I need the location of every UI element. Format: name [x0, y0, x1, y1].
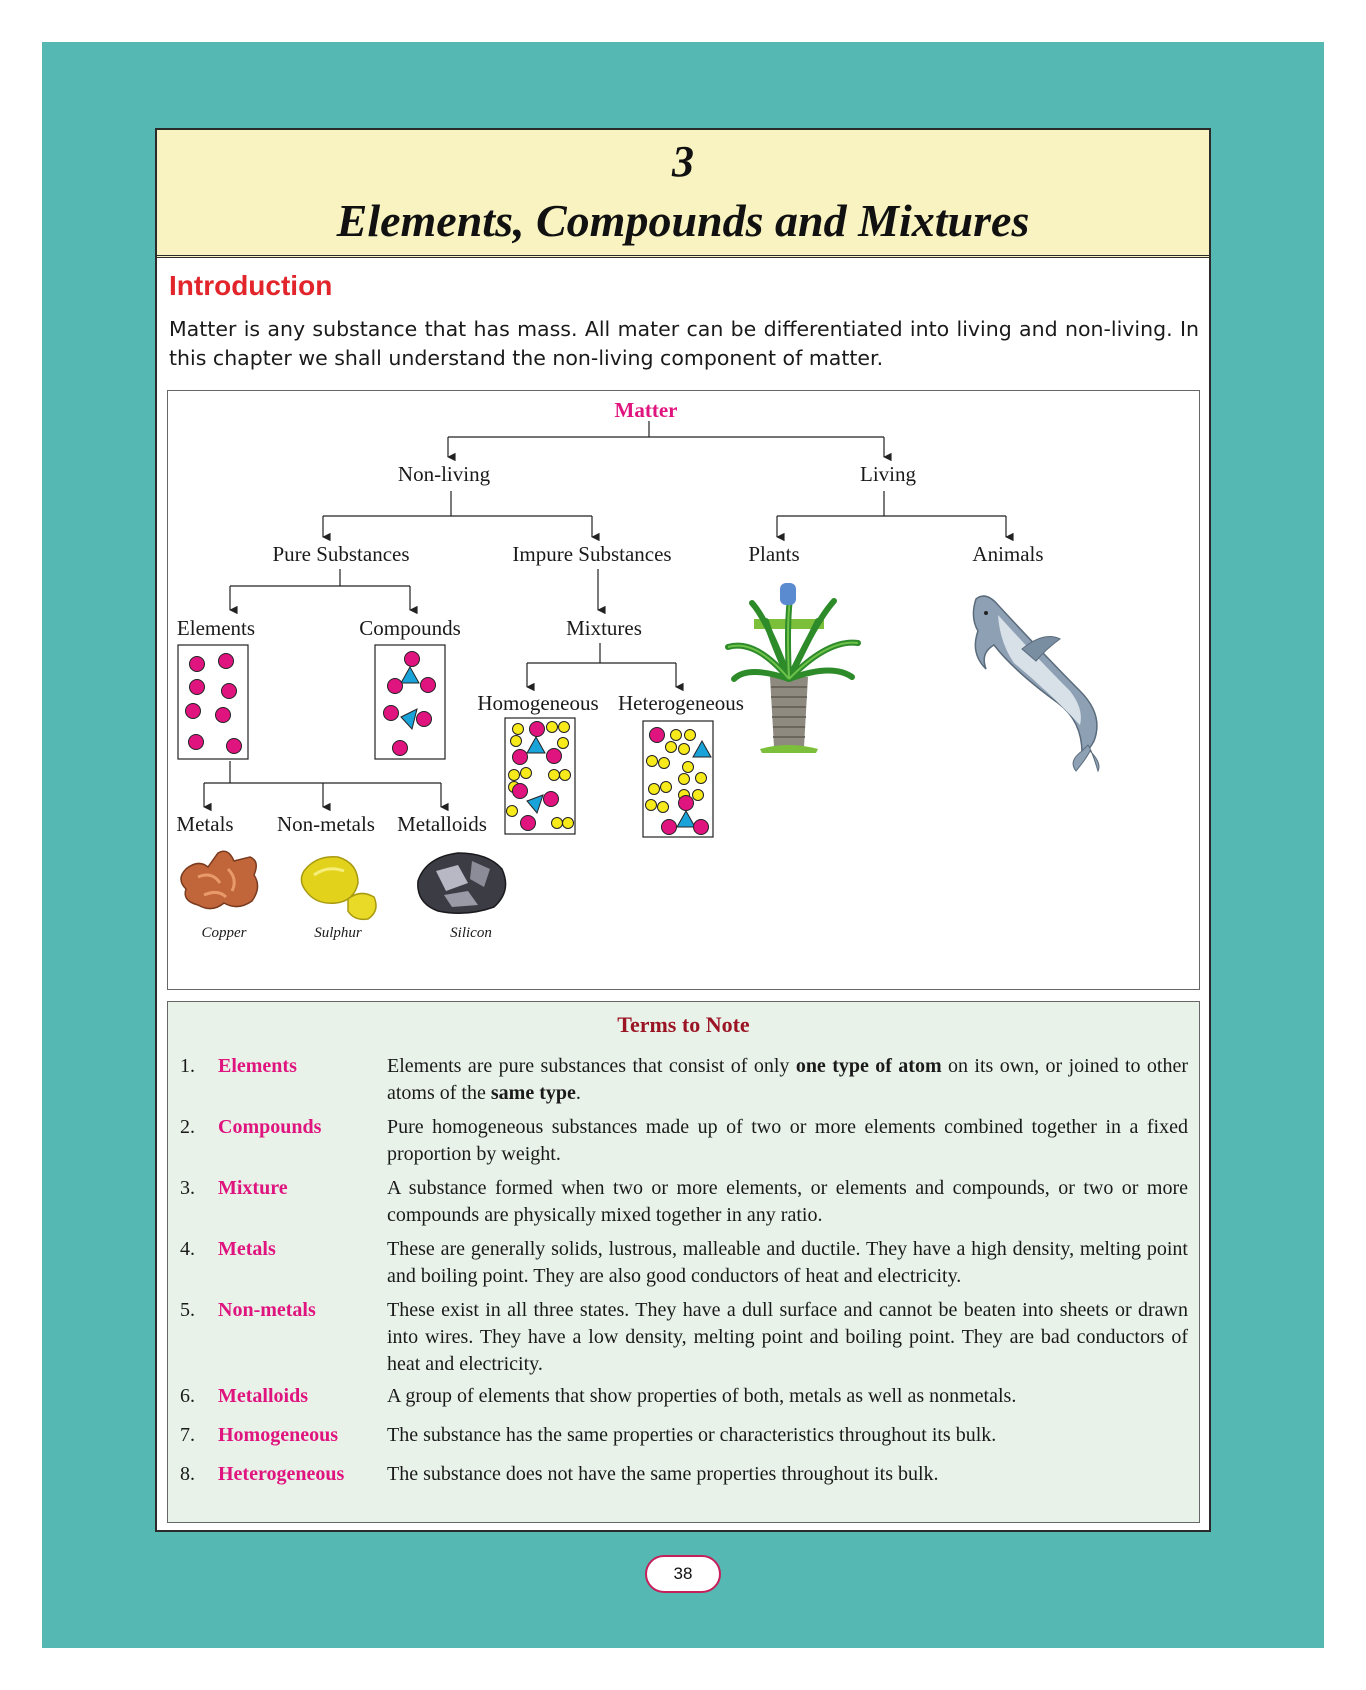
term-definition: These are generally solids, lustrous, malleable and ductile. They have a high density, melting point and boiling point. They are also good conductors of heat and electricity. — [387, 1238, 1188, 1287]
term-definition: The substance has the same properties or characteristics throughout its bulk. — [387, 1424, 997, 1446]
chapter-number: 3 — [672, 137, 694, 186]
term-number: 8. — [180, 1463, 195, 1485]
term-name: Metals — [218, 1238, 276, 1260]
term-number: 1. — [180, 1055, 195, 1077]
term-number: 7. — [180, 1424, 195, 1446]
label-homogeneous: Homogeneous — [477, 691, 599, 715]
silicon-picture — [418, 853, 506, 913]
term-definition: A substance formed when two or more elements, or elements and compounds, or two or more compounds are physically mixed together in any ratio. — [387, 1177, 1188, 1226]
caption-silicon: Silicon — [450, 925, 492, 941]
term-name: Metalloids — [218, 1385, 308, 1407]
compounds-molecule-box — [375, 645, 445, 759]
term-number: 2. — [180, 1116, 195, 1138]
intro-heading: Introduction — [169, 270, 333, 301]
term-definition: The substance does not have the same properties throughout its bulk. — [387, 1463, 939, 1485]
label-metals: Metals — [176, 812, 234, 836]
label-plants: Plants — [748, 542, 800, 566]
term-definition: Elements are pure substances that consist of only one type of atom on its own, or joined to other atoms of the same type. — [387, 1055, 1188, 1104]
label-elements: Elements — [176, 616, 256, 640]
term-name: Compounds — [218, 1116, 322, 1138]
chapter-title: Elements, Compounds and Mixtures — [336, 195, 1030, 246]
term-name: Homogeneous — [218, 1424, 338, 1446]
intro-paragraph: Matter is any substance that has mass. All mater can be differentiated into living and non-living. In this chapter we shall understand the non-living component of matter. — [169, 317, 1199, 370]
label-non-living: Non-living — [397, 462, 491, 486]
copper-picture — [181, 851, 258, 908]
page-number: 38 — [645, 1555, 721, 1593]
caption-sulphur: Sulphur — [314, 925, 362, 941]
term-name: Heterogeneous — [218, 1463, 345, 1485]
terms-to-note-box — [167, 1001, 1200, 1523]
label-pure-substances: Pure Substances — [272, 542, 410, 566]
label-compounds: Compounds — [359, 616, 461, 640]
classification-diagram — [167, 390, 1200, 990]
term-number: 3. — [180, 1177, 195, 1199]
sulphur-picture — [301, 857, 376, 920]
label-impure-substances: Impure Substances — [512, 542, 672, 566]
homogeneous-mixture-box — [505, 718, 575, 834]
caption-copper: Copper — [201, 925, 247, 941]
label-heterogeneous: Heterogeneous — [618, 691, 744, 715]
palm-tree-picture — [728, 583, 858, 753]
label-metalloids: Metalloids — [397, 812, 487, 836]
elements-atom-box — [178, 645, 248, 759]
tree-diagram-svg — [168, 391, 1201, 991]
label-animals: Animals — [972, 542, 1044, 566]
label-mixtures: Mixtures — [566, 616, 642, 640]
term-name: Mixture — [218, 1177, 288, 1199]
term-definition: These exist in all three states. They have a dull surface and cannot be beaten into sheets or drawn into wires. They have a low density, melting point and boiling point. They are bad conductors of heat and electricity. — [387, 1299, 1188, 1375]
dolphin-picture — [973, 596, 1099, 771]
term-number: 5. — [180, 1299, 195, 1321]
label-living: Living — [860, 462, 916, 486]
page-content — [155, 128, 1211, 1532]
label-matter: Matter — [614, 398, 678, 422]
term-name: Non-metals — [218, 1299, 316, 1321]
term-number: 4. — [180, 1238, 195, 1260]
heterogeneous-mixture-box — [643, 721, 713, 837]
chapter-header — [157, 130, 1209, 258]
term-name: Elements — [218, 1055, 297, 1077]
label-non-metals: Non-metals — [277, 812, 375, 836]
term-definition: Pure homogeneous substances made up of two or more elements combined together in a fixed proportion by weight. — [387, 1116, 1188, 1165]
terms-heading: Terms to Note — [617, 1012, 750, 1037]
term-definition: A group of elements that show properties of both, metals as well as nonmetals. — [387, 1385, 1017, 1407]
term-number: 6. — [180, 1385, 195, 1407]
